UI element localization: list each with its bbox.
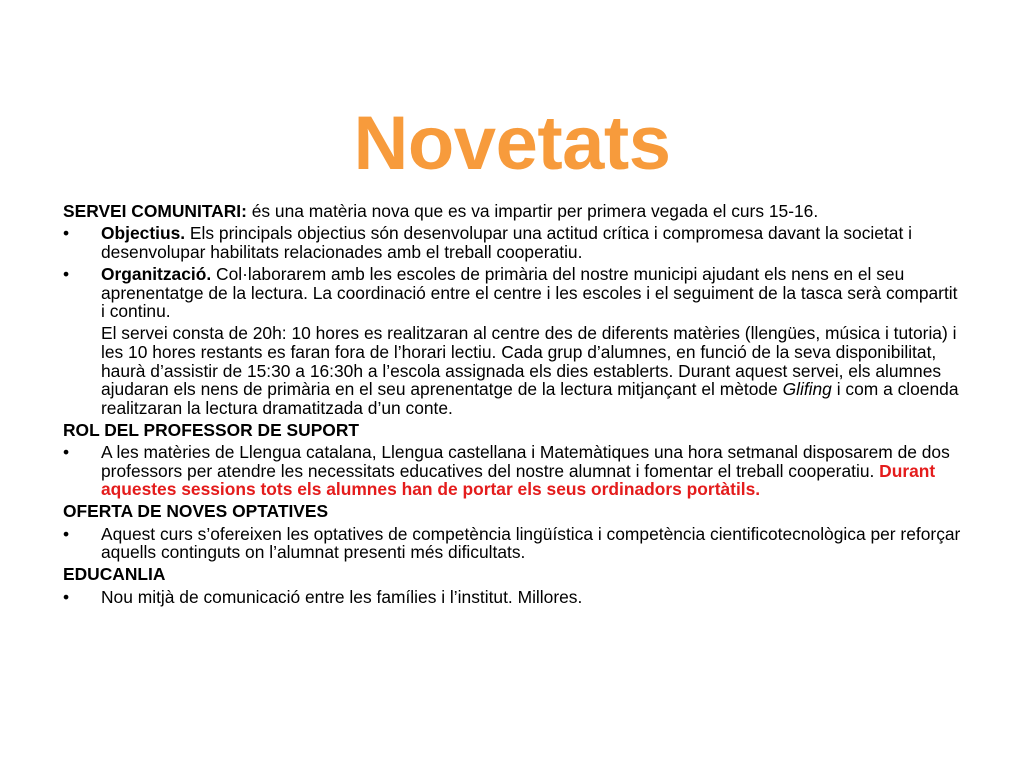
servei-detail-before: El servei consta de 20h: 10 hores es realitzaran al centre des de diferents matèries (llengües, música i tutoria) i les 10 hores restants es faran fora de l’horari lectiu. Cada grup d’alumnes, en funció de la seva disponibilitat, haurà d’assistir de 15:30 a 16:30h a l’escola assignada els dies establerts. Durant aquest servei, els alumnes ajudaran els nens de primària en el seu aprenentatge de la lectura mitjançant el mètode	[101, 323, 957, 400]
servei-intro	[63, 202, 963, 221]
oferta-heading: OFERTA DE NOVES OPTATIVES	[63, 501, 329, 522]
servei-intro-text: és una matèria nova que es va impartir per primera vegada el curs 15-16.	[246, 201, 819, 221]
slide-content	[63, 202, 963, 610]
bullet-rol	[63, 443, 963, 499]
bullet-objectius	[63, 224, 963, 261]
servei-heading: SERVEI COMUNITARI:	[63, 201, 247, 221]
bullet-organitzacio	[63, 265, 963, 321]
objectius-text: Els principals objectius són desenvolupar una actitud crítica i compromesa davant la societat i desenvolupar habilitats relacionades amb el treball cooperatiu.	[101, 223, 912, 262]
organitzacio-text: Col·laborarem amb les escoles de primària del nostre municipi ajudant els nens en el seu aprenentatge de la lectura. La coordinació entre el centre i les escoles i el seguiment de la tasca serà compartit i continu.	[101, 263, 958, 322]
rol-text: A les matèries de Llengua catalana, Llengua castellana i Matemàtiques una hora setmanal disposarem de dos professors per atendre les necessitats educatives del nostre alumnat i fomentar el treball cooperatiu.	[101, 442, 950, 481]
oferta-text: Aquest curs s’ofereixen les optatives de competència lingüística i competència cientificotecnològica per reforçar aquells continguts on l’alumnat presenti més dificultats.	[101, 523, 961, 563]
rol-heading: ROL DEL PROFESSOR DE SUPORT	[63, 419, 360, 440]
rol-highlight: Durant aquestes sessions tots els alumnes han de portar els seus ordinadors portàtils.	[101, 460, 936, 500]
objectius-label: Objectius.	[101, 223, 186, 244]
organitzacio-label: Organització.	[101, 263, 212, 284]
educanlia-heading: EDUCANLIA	[63, 564, 166, 585]
bullet-educanlia	[63, 588, 963, 607]
bullet-oferta	[63, 525, 963, 562]
educanlia-text: Nou mitjà de comunicació entre les famílies i l’institut. Millores.	[101, 586, 583, 607]
servei-detail-method: Glifing	[782, 379, 832, 400]
slide-title: Novetats	[353, 101, 671, 186]
servei-detail	[63, 324, 963, 417]
servei-detail-after: i com a cloenda realitzaran la lectura dramatitzada d’un conte.	[101, 379, 959, 418]
